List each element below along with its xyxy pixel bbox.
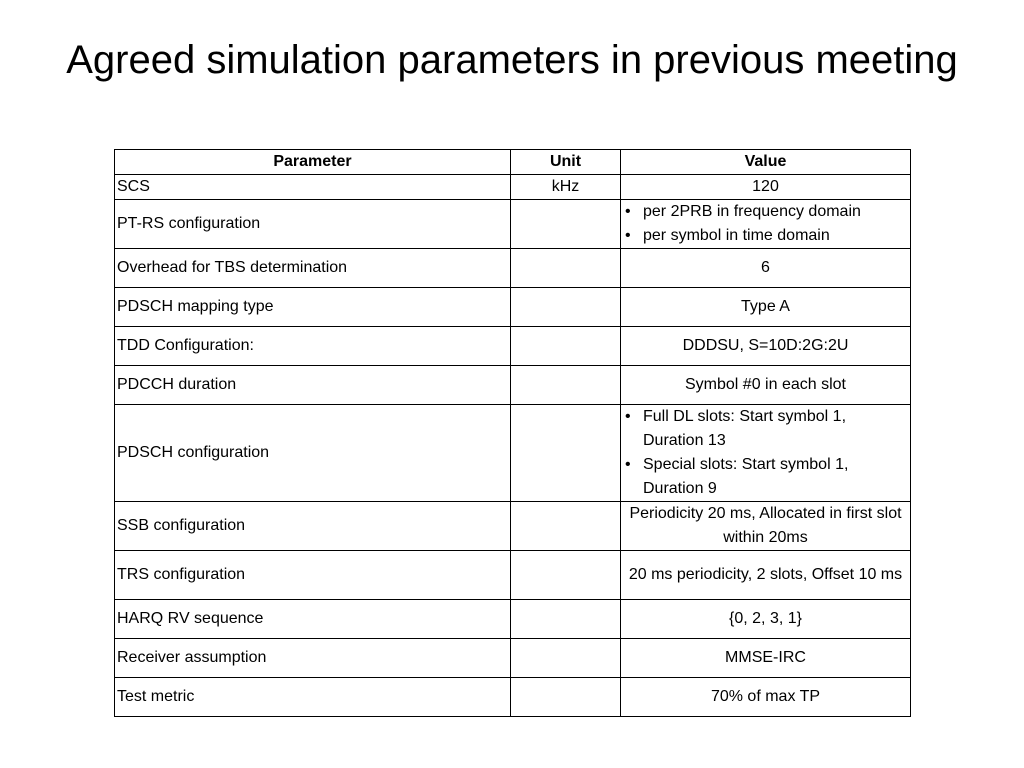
table-row — [115, 200, 911, 249]
row-parameter: PDCCH duration — [115, 366, 511, 405]
row-value: 20 ms periodicity, 2 slots, Offset 10 ms — [621, 551, 911, 600]
header-parameter: Parameter — [115, 150, 511, 175]
row-unit — [511, 366, 621, 405]
row-parameter: SCS — [115, 175, 511, 200]
row-value: 6 — [621, 249, 911, 288]
value-bullet-list — [623, 200, 908, 248]
table-row — [115, 600, 911, 639]
row-value: Symbol #0 in each slot — [621, 366, 911, 405]
row-unit — [511, 678, 621, 717]
row-parameter: HARQ RV sequence — [115, 600, 511, 639]
value-bullet-item: • per 2PRB in frequency domain — [623, 200, 908, 224]
header-value: Value — [621, 150, 911, 175]
table-row — [115, 639, 911, 678]
row-value: Type A — [621, 288, 911, 327]
row-parameter: Receiver assumption — [115, 639, 511, 678]
row-value: DDDSU, S=10D:2G:2U — [621, 327, 911, 366]
row-parameter: TRS configuration — [115, 551, 511, 600]
value-bullet-list — [623, 405, 908, 501]
row-unit — [511, 639, 621, 678]
value-bullet-item: • Special slots: Start symbol 1, Duration 9 — [623, 453, 908, 501]
row-unit: kHz — [511, 175, 621, 200]
table-row — [115, 502, 911, 551]
table-header-row — [115, 150, 911, 175]
row-value: MMSE-IRC — [621, 639, 911, 678]
row-value: 120 — [621, 175, 911, 200]
row-unit — [511, 327, 621, 366]
row-value — [621, 405, 911, 502]
row-unit — [511, 288, 621, 327]
row-value: {0, 2, 3, 1} — [621, 600, 911, 639]
table-row — [115, 678, 911, 717]
row-unit — [511, 249, 621, 288]
table-row — [115, 366, 911, 405]
row-parameter: PT-RS configuration — [115, 200, 511, 249]
row-value — [621, 200, 911, 249]
row-value: Periodicity 20 ms, Allocated in first slot within 20ms — [621, 502, 911, 551]
header-unit: Unit — [511, 150, 621, 175]
row-unit — [511, 551, 621, 600]
table-row — [115, 249, 911, 288]
row-parameter: Overhead for TBS determination — [115, 249, 511, 288]
row-unit — [511, 600, 621, 639]
row-unit — [511, 200, 621, 249]
value-bullet-item: • per symbol in time domain — [623, 224, 908, 248]
row-parameter: PDSCH mapping type — [115, 288, 511, 327]
row-parameter: TDD Configuration: — [115, 327, 511, 366]
simulation-parameters-table — [114, 149, 911, 717]
row-parameter: Test metric — [115, 678, 511, 717]
table-row — [115, 175, 911, 200]
row-parameter: SSB configuration — [115, 502, 511, 551]
table-row — [115, 405, 911, 502]
row-unit — [511, 502, 621, 551]
row-value: 70% of max TP — [621, 678, 911, 717]
slide-title: Agreed simulation parameters in previous meeting — [66, 38, 958, 82]
table-row — [115, 551, 911, 600]
value-bullet-item: • Full DL slots: Start symbol 1, Duration 13 — [623, 405, 908, 453]
row-parameter: PDSCH configuration — [115, 405, 511, 502]
table-row — [115, 327, 911, 366]
table-row — [115, 288, 911, 327]
row-unit — [511, 405, 621, 502]
